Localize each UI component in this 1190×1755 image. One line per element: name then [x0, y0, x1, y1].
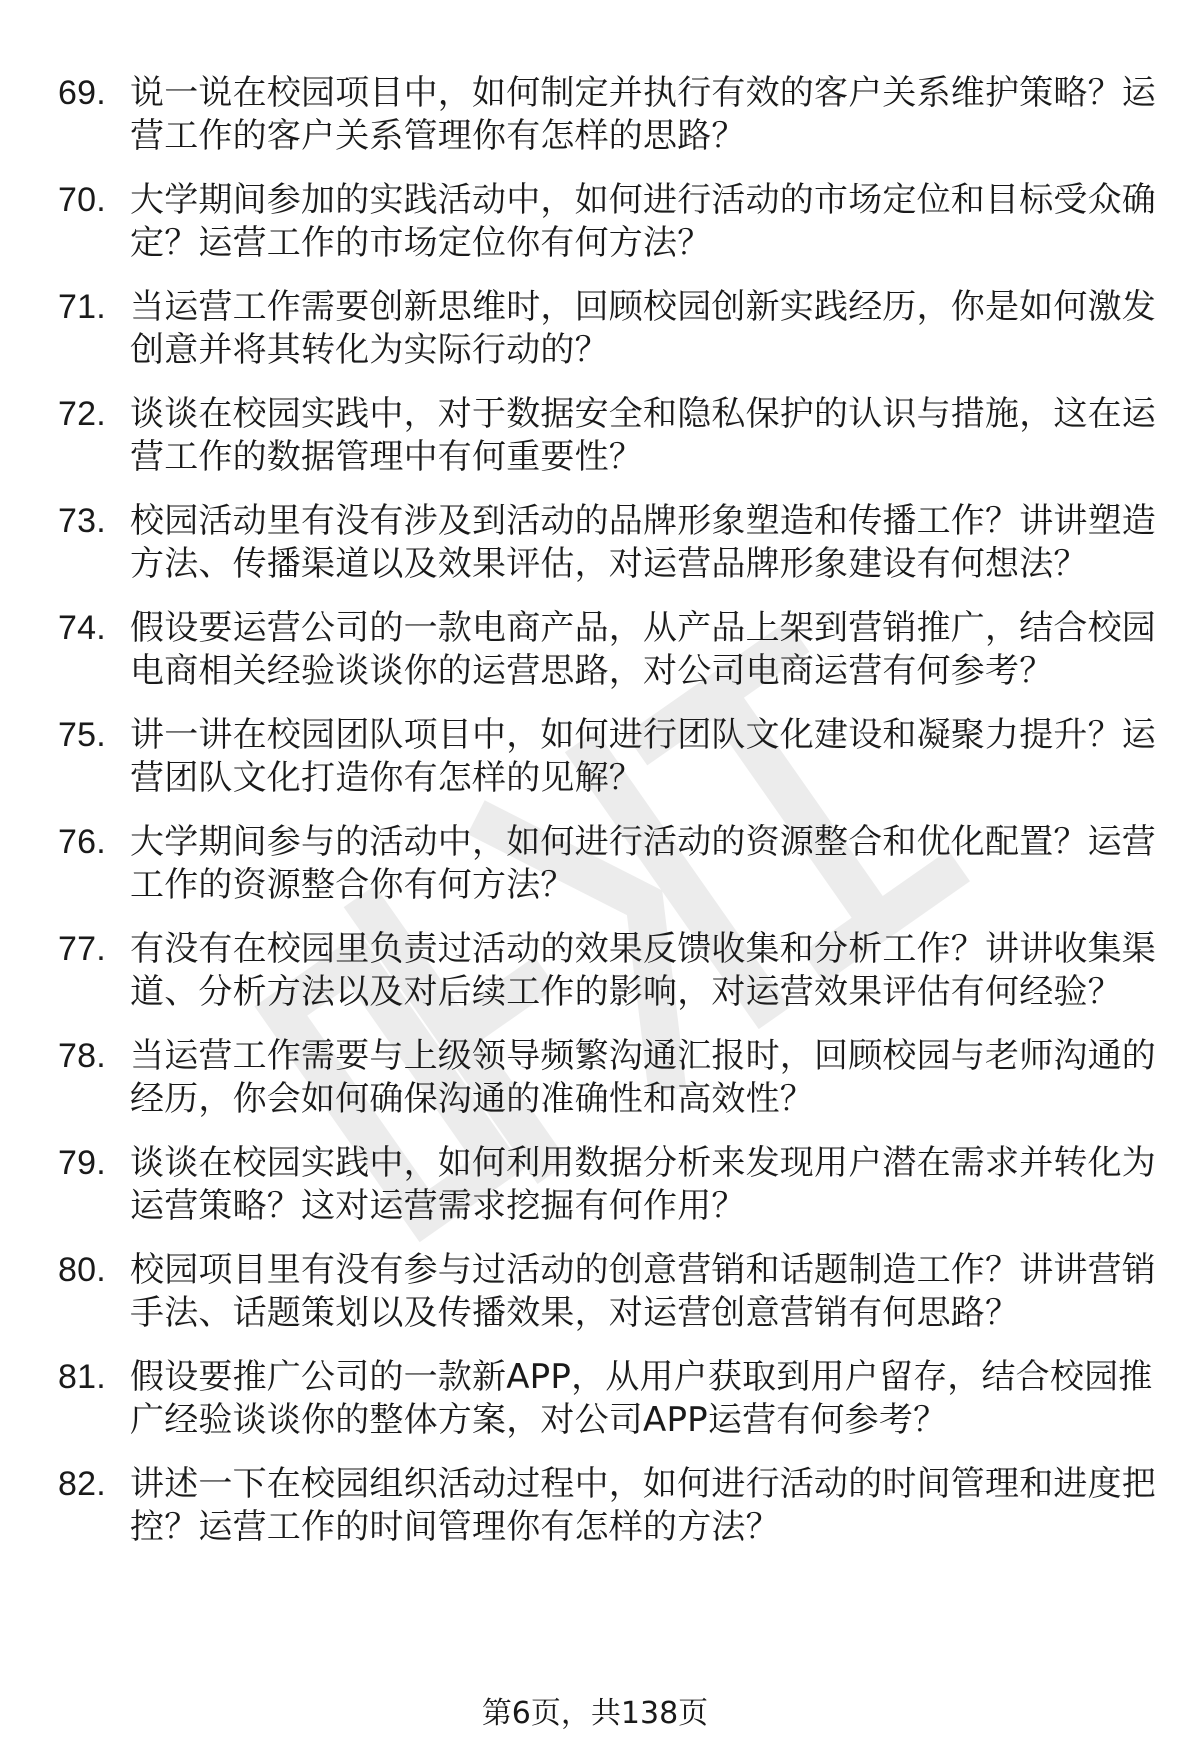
question-number: 70. [58, 181, 106, 219]
question-text: 谈谈在校园实践中，如何利用数据分析来发现用户潜在需求并转化为运营策略？这对运营需求挖掘有何作用？ [130, 1143, 1156, 1226]
question-number: 79. [58, 1144, 106, 1182]
question-list [58, 72, 1158, 1570]
list-item [58, 1142, 1158, 1228]
list-item [58, 179, 1158, 265]
question-text: 校园活动里有没有涉及到活动的品牌形象塑造和传播工作？讲讲塑造方法、传播渠道以及效果评估，对运营品牌形象建设有何想法？ [130, 501, 1156, 584]
question-text: 大学期间参与的活动中，如何进行活动的资源整合和优化配置？运营工作的资源整合你有何方法？ [130, 822, 1156, 905]
question-number: 80. [58, 1251, 106, 1289]
page-footer [0, 1694, 1190, 1734]
page-number-label: 第6页，共138页 [481, 1696, 709, 1731]
question-text: 校园项目里有没有参与过活动的创意营销和话题制造工作？讲讲营销手法、话题策划以及传播效果，对运营创意营销有何思路？ [130, 1250, 1156, 1333]
list-item [58, 1356, 1158, 1442]
question-number: 69. [58, 74, 106, 112]
list-item [58, 928, 1158, 1014]
question-number: 73. [58, 502, 106, 540]
list-item [58, 1035, 1158, 1121]
list-item [58, 1249, 1158, 1335]
question-text: 讲述一下在校园组织活动过程中，如何进行活动的时间管理和进度把控？运营工作的时间管理你有怎样的方法？ [130, 1464, 1156, 1547]
question-number: 78. [58, 1037, 106, 1075]
question-number: 77. [58, 930, 106, 968]
question-number: 74. [58, 609, 106, 647]
question-text: 假设要运营公司的一款电商产品，从产品上架到营销推广，结合校园电商相关经验谈谈你的运营思路，对公司电商运营有何参考？ [130, 608, 1156, 691]
question-text: 当运营工作需要创新思维时，回顾校园创新实践经历，你是如何激发创意并将其转化为实际行动的？ [130, 287, 1156, 370]
question-text: 有没有在校园里负责过活动的效果反馈收集和分析工作？讲讲收集渠道、分析方法以及对后续工作的影响，对运营效果评估有何经验？ [130, 929, 1156, 1012]
list-item [58, 1463, 1158, 1549]
question-text: 当运营工作需要与上级领导频繁沟通汇报时，回顾校园与老师沟通的经历，你会如何确保沟通的准确性和高效性？ [130, 1036, 1156, 1119]
question-text: 大学期间参加的实践活动中，如何进行活动的市场定位和目标受众确定？运营工作的市场定位你有何方法？ [130, 180, 1156, 263]
list-item [58, 607, 1158, 693]
question-number: 72. [58, 395, 106, 433]
list-item [58, 821, 1158, 907]
question-text: 假设要推广公司的一款新APP，从用户获取到用户留存，结合校园推广经验谈谈你的整体方案，对公司APP运营有何参考？ [130, 1357, 1153, 1440]
list-item [58, 393, 1158, 479]
question-number: 71. [58, 288, 106, 326]
list-item [58, 500, 1158, 586]
question-number: 81. [58, 1358, 106, 1396]
question-text: 讲一讲在校园团队项目中，如何进行团队文化建设和凝聚力提升？运营团队文化打造你有怎样的见解？ [130, 715, 1156, 798]
question-text: 说一说在校园项目中，如何制定并执行有效的客户关系维护策略？运营工作的客户关系管理你有怎样的思路？ [130, 73, 1156, 156]
question-number: 75. [58, 716, 106, 754]
list-item [58, 72, 1158, 158]
list-item [58, 714, 1158, 800]
question-text: 谈谈在校园实践中，对于数据安全和隐私保护的认识与措施，这在运营工作的数据管理中有何重要性？ [130, 394, 1156, 477]
question-number: 82. [58, 1465, 106, 1503]
list-item [58, 286, 1158, 372]
question-number: 76. [58, 823, 106, 861]
